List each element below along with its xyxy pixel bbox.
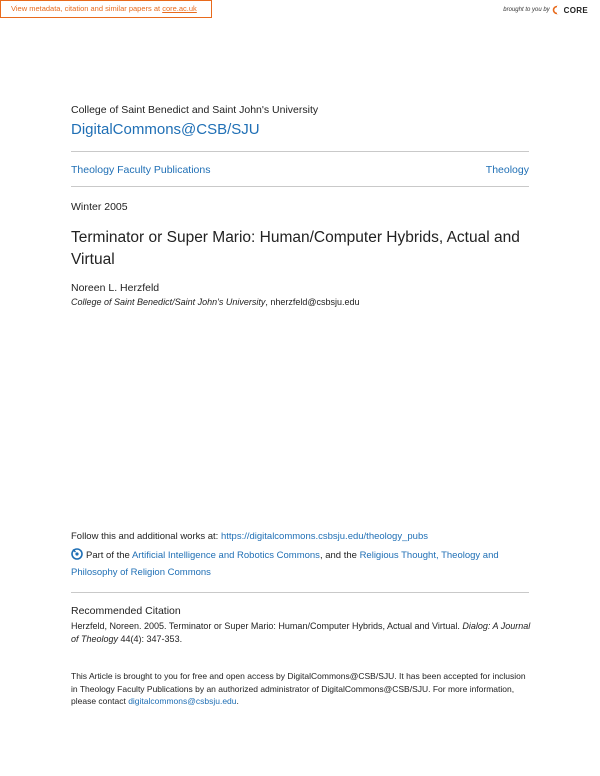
- divider-top: [71, 151, 529, 152]
- author-affiliation: College of Saint Benedict/Saint John's University, nherzfeld@csbsju.edu: [71, 297, 360, 307]
- author-name: Noreen L. Herzfeld: [71, 282, 160, 294]
- recommended-citation-heading: Recommended Citation: [71, 605, 181, 617]
- follow-text: Follow this and additional works at:: [71, 531, 221, 542]
- citation-text: [71, 620, 533, 646]
- core-metadata-banner[interactable]: [0, 0, 212, 18]
- follow-url-link[interactable]: https://digitalcommons.csbsju.edu/theology_pubs: [220, 531, 428, 542]
- core-badge[interactable]: [503, 3, 588, 17]
- follow-line: [71, 531, 428, 542]
- access-end: .: [236, 696, 239, 706]
- citation-main: Herzfeld, Noreen. 2005. Terminator or Super Mario: Human/Computer Hybrids, Actual and Virtual.: [71, 621, 463, 631]
- collection-link[interactable]: Theology Faculty Publications: [71, 164, 211, 176]
- part-of-middle: , and the: [319, 550, 360, 561]
- citation-details: 44(4): 347-353.: [118, 634, 183, 644]
- contact-email-link[interactable]: digitalcommons@csbsju.edu: [128, 696, 237, 706]
- ai-robotics-commons-link[interactable]: Artificial Intelligence and Robotics Commons: [131, 550, 320, 561]
- article-title: Terminator or Super Mario: Human/Computer Hybrids, Actual and Virtual: [71, 229, 520, 268]
- publication-date: Winter 2005: [71, 201, 128, 213]
- institution-name: College of Saint Benedict and Saint John's University: [71, 104, 319, 116]
- department-link[interactable]: Theology: [485, 164, 529, 176]
- author-email: nherzfeld@csbsju.edu: [270, 297, 360, 307]
- core-logo-icon: [552, 5, 562, 15]
- repository-name-link[interactable]: DigitalCommons@CSB/SJU: [71, 121, 260, 138]
- part-of-prefix: Part of the: [86, 550, 132, 561]
- divider-citation: [71, 592, 529, 593]
- religious-thought-commons-link[interactable]: Religious Thought, Theology and Philosophy of Religion Commons: [71, 550, 499, 578]
- divider-bottom: [71, 186, 529, 187]
- access-statement: [71, 670, 531, 708]
- part-of-line: [71, 547, 531, 581]
- core-link[interactable]: core.ac.uk: [162, 4, 197, 13]
- brought-to-you-text: brought to you by: [503, 7, 550, 13]
- core-wordmark: CORE: [563, 5, 588, 15]
- affiliation-name: College of Saint Benedict/Saint John's University: [71, 297, 266, 307]
- citation-journal: Dialog: A Journal of Theology: [71, 621, 531, 644]
- access-text: This Article is brought to you for free and open access by DigitalCommons@CSB/SJU. It has been accepted for inclusion in Theology Faculty Publications by an authorized administrator of DigitalCommons@CSB/SJU. For more information, please contact: [71, 671, 526, 706]
- open-access-icon: [71, 548, 83, 560]
- banner-text: View metadata, citation and similar papers at: [11, 4, 163, 13]
